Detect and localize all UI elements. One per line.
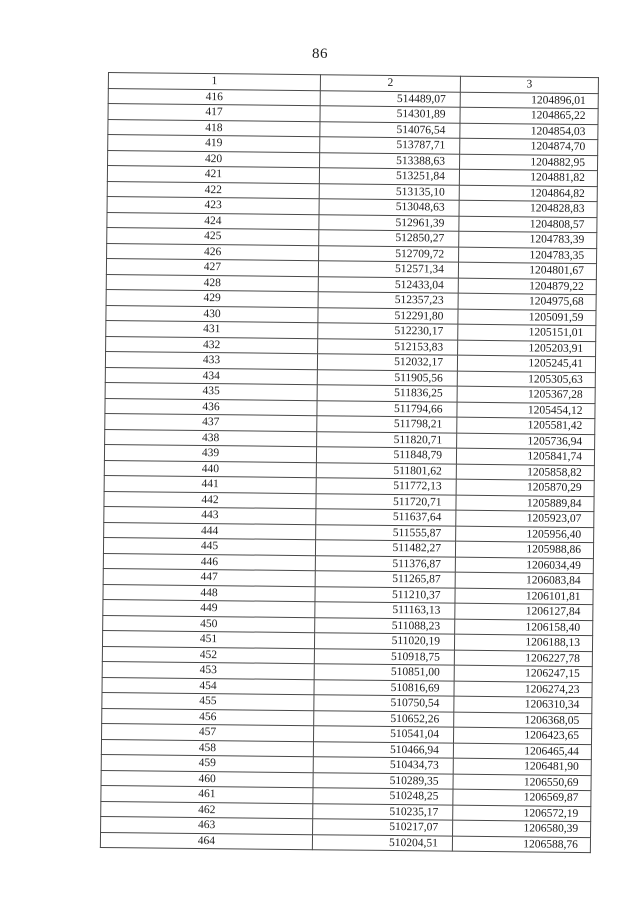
point-number-cell: 450 [103,615,315,633]
x-coordinate-cell: 512709,72 [319,245,459,262]
x-coordinate-cell: 514076,54 [320,121,460,138]
y-coordinate-cell: 1206580,39 [453,820,591,837]
x-coordinate-cell: 511020,19 [314,633,454,650]
point-number-cell: 436 [105,398,317,416]
point-number-cell: 433 [105,351,317,369]
x-coordinate-cell: 512571,34 [318,261,458,278]
y-coordinate-cell: 1205203,91 [458,340,596,357]
y-coordinate-cell: 1204828,83 [459,200,597,217]
y-coordinate-cell: 1204783,39 [459,231,597,248]
coordinates-table-wrapper [100,72,598,853]
y-coordinate-cell: 1204874,70 [460,138,598,155]
point-number-cell: 461 [101,785,313,803]
x-coordinate-cell: 512153,83 [318,338,458,355]
x-coordinate-cell: 511555,87 [316,524,456,541]
y-coordinate-cell: 1205889,84 [456,495,594,512]
x-coordinate-cell: 510816,69 [314,679,454,696]
y-coordinate-cell: 1205454,12 [457,402,595,419]
point-number-cell: 418 [108,119,320,137]
point-number-cell: 435 [105,382,317,400]
y-coordinate-cell: 1206550,69 [453,774,591,791]
x-coordinate-cell: 512433,04 [318,276,458,293]
y-coordinate-cell: 1206227,78 [454,650,592,667]
page-number: 86 [312,46,328,62]
y-coordinate-cell: 1204854,03 [460,123,598,140]
x-coordinate-cell: 511820,71 [317,431,457,448]
x-coordinate-cell: 511836,25 [317,385,457,402]
y-coordinate-cell: 1204865,22 [460,107,598,124]
y-coordinate-cell: 1205956,40 [456,526,594,543]
y-coordinate-cell: 1206465,44 [453,743,591,760]
y-coordinate-cell: 1206274,23 [454,681,592,698]
y-coordinate-cell: 1204896,01 [460,92,598,109]
y-coordinate-cell: 1206368,05 [454,712,592,729]
y-coordinate-cell: 1205367,28 [457,386,595,403]
y-coordinate-cell: 1206188,13 [454,634,592,651]
y-coordinate-cell: 1204801,67 [458,262,596,279]
y-coordinate-cell: 1206569,87 [453,789,591,806]
point-number-cell: 422 [107,181,319,199]
point-number-cell: 444 [104,522,316,540]
point-number-cell: 464 [100,832,312,850]
x-coordinate-cell: 511163,13 [315,602,455,619]
x-coordinate-cell: 510289,35 [313,772,453,789]
y-coordinate-cell: 1204879,22 [458,278,596,295]
point-number-cell: 453 [102,661,314,679]
point-number-cell: 449 [103,599,315,617]
column-header: 2 [320,75,460,92]
y-coordinate-cell: 1205305,63 [457,371,595,388]
column-header: 1 [108,73,320,91]
y-coordinate-cell: 1206481,90 [453,758,591,775]
y-coordinate-cell: 1205736,94 [457,433,595,450]
point-number-cell: 432 [106,336,318,354]
y-coordinate-cell: 1205858,82 [456,464,594,481]
y-coordinate-cell: 1206572,19 [453,805,591,822]
x-coordinate-cell: 510217,07 [313,819,453,836]
x-coordinate-cell: 510652,26 [314,710,454,727]
y-coordinate-cell: 1204783,35 [459,247,597,264]
y-coordinate-cell: 1205870,29 [456,479,594,496]
y-coordinate-cell: 1205841,74 [456,448,594,465]
table-body [100,88,598,853]
x-coordinate-cell: 512032,17 [317,354,457,371]
point-number-cell: 443 [104,506,316,524]
x-coordinate-cell: 514301,89 [320,106,460,123]
x-coordinate-cell: 510918,75 [314,648,454,665]
y-coordinate-cell: 1206588,76 [452,836,590,853]
point-number-cell: 419 [108,135,320,153]
point-number-cell: 440 [104,460,316,478]
point-number-cell: 447 [103,568,315,586]
x-coordinate-cell: 510541,04 [314,726,454,743]
x-coordinate-cell: 512357,23 [318,292,458,309]
coordinates-table [100,72,599,853]
x-coordinate-cell: 510235,17 [313,803,453,820]
x-coordinate-cell: 510248,25 [313,788,453,805]
y-coordinate-cell: 1206158,40 [455,619,593,636]
y-coordinate-cell: 1206247,15 [454,665,592,682]
column-header: 3 [460,76,598,93]
x-coordinate-cell: 510750,54 [314,695,454,712]
point-number-cell: 452 [102,646,314,664]
x-coordinate-cell: 511905,56 [317,369,457,386]
point-number-cell: 421 [107,166,319,184]
point-number-cell: 454 [102,677,314,695]
x-coordinate-cell: 511794,66 [317,400,457,417]
point-number-cell: 451 [102,630,314,648]
point-number-cell: 456 [102,708,314,726]
point-number-cell: 437 [105,413,317,431]
point-number-cell: 431 [106,320,318,338]
x-coordinate-cell: 511801,62 [316,462,456,479]
point-number-cell: 424 [107,212,319,230]
x-coordinate-cell: 511637,64 [316,509,456,526]
y-coordinate-cell: 1205151,01 [458,324,596,341]
x-coordinate-cell: 511720,71 [316,493,456,510]
x-coordinate-cell: 511848,79 [316,447,456,464]
point-number-cell: 427 [106,258,318,276]
point-number-cell: 428 [106,274,318,292]
point-number-cell: 420 [108,150,320,168]
point-number-cell: 462 [101,801,313,819]
point-number-cell: 439 [104,444,316,462]
x-coordinate-cell: 513787,71 [320,137,460,154]
point-number-cell: 426 [107,243,319,261]
y-coordinate-cell: 1204882,95 [460,154,598,171]
point-number-cell: 448 [103,584,315,602]
y-coordinate-cell: 1206083,84 [455,572,593,589]
point-number-cell: 434 [105,367,317,385]
x-coordinate-cell: 514489,07 [320,90,460,107]
x-coordinate-cell: 513048,63 [319,199,459,216]
x-coordinate-cell: 510434,73 [313,757,453,774]
point-number-cell: 455 [102,692,314,710]
x-coordinate-cell: 513135,10 [319,183,459,200]
x-coordinate-cell: 512850,27 [319,230,459,247]
x-coordinate-cell: 511088,23 [315,617,455,634]
x-coordinate-cell: 512961,39 [319,214,459,231]
point-number-cell: 442 [104,491,316,509]
x-coordinate-cell: 513388,63 [320,152,460,169]
y-coordinate-cell: 1205091,59 [458,309,596,326]
y-coordinate-cell: 1204975,68 [458,293,596,310]
point-number-cell: 416 [108,88,320,106]
point-number-cell: 423 [107,196,319,214]
x-coordinate-cell: 511376,87 [315,555,455,572]
x-coordinate-cell: 510466,94 [313,741,453,758]
point-number-cell: 463 [101,816,313,834]
point-number-cell: 460 [101,770,313,788]
x-coordinate-cell: 511265,87 [315,571,455,588]
x-coordinate-cell: 512291,80 [318,307,458,324]
y-coordinate-cell: 1205245,41 [457,355,595,372]
x-coordinate-cell: 511798,21 [317,416,457,433]
point-number-cell: 459 [101,754,313,772]
point-number-cell: 458 [101,739,313,757]
y-coordinate-cell: 1204864,82 [459,185,597,202]
point-number-cell: 425 [107,227,319,245]
x-coordinate-cell: 513251,84 [319,168,459,185]
y-coordinate-cell: 1206423,65 [453,727,591,744]
x-coordinate-cell: 511772,13 [316,478,456,495]
y-coordinate-cell: 1206034,49 [455,557,593,574]
y-coordinate-cell: 1206310,34 [454,696,592,713]
y-coordinate-cell: 1205988,86 [455,541,593,558]
x-coordinate-cell: 510851,00 [314,664,454,681]
x-coordinate-cell: 511482,27 [315,540,455,557]
y-coordinate-cell: 1204808,57 [459,216,597,233]
y-coordinate-cell: 1205923,07 [456,510,594,527]
x-coordinate-cell: 510204,51 [312,834,452,851]
point-number-cell: 417 [108,104,320,122]
y-coordinate-cell: 1205581,42 [457,417,595,434]
x-coordinate-cell: 511210,37 [315,586,455,603]
point-number-cell: 446 [103,553,315,571]
point-number-cell: 445 [103,537,315,555]
point-number-cell: 430 [106,305,318,323]
y-coordinate-cell: 1204881,82 [459,169,597,186]
x-coordinate-cell: 512230,17 [318,323,458,340]
point-number-cell: 441 [104,475,316,493]
y-coordinate-cell: 1206101,81 [455,588,593,605]
point-number-cell: 429 [106,289,318,307]
point-number-cell: 457 [102,723,314,741]
y-coordinate-cell: 1206127,84 [455,603,593,620]
point-number-cell: 438 [105,429,317,447]
